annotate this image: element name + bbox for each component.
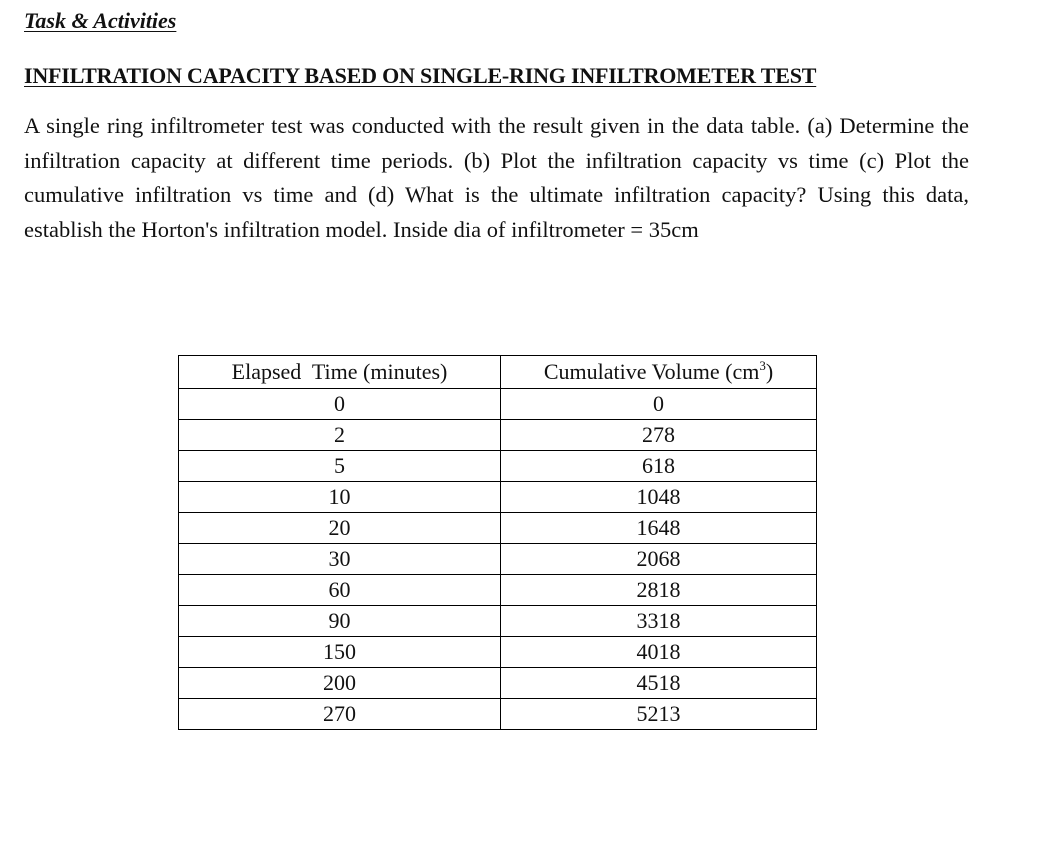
table-row: [179, 482, 817, 513]
section-heading: Task & Activities: [24, 8, 177, 33]
header-volume-close: ): [765, 359, 774, 384]
volume-cell: 3318: [501, 606, 817, 637]
time-cell: 5: [179, 451, 501, 482]
volume-cell: 0: [501, 389, 817, 420]
problem-statement: A single ring infiltrometer test was conducted with the result given in the data table. (a) Determine the infiltration capacity at different time periods. (b) Plot the infiltration capacity vs time (c) Plot the cumulative infiltration vs time and (d) What is the ultimate infiltration capacity? Using this data, establish the Horton's infiltration model. Inside dia of infiltrometer = 35cm: [24, 113, 969, 242]
volume-cell: 4018: [501, 637, 817, 668]
table-row: [179, 699, 817, 730]
table-header-row: [179, 356, 817, 389]
volume-cell: 1648: [501, 513, 817, 544]
header-cumulative-volume: [501, 356, 817, 389]
table-row: [179, 513, 817, 544]
time-cell: 0: [179, 389, 501, 420]
volume-cell: 1048: [501, 482, 817, 513]
table-row: [179, 606, 817, 637]
volume-cell: 618: [501, 451, 817, 482]
table-row: [179, 637, 817, 668]
problem-title: INFILTRATION CAPACITY BASED ON SINGLE-RING INFILTROMETER TEST: [24, 63, 817, 88]
table-row: [179, 389, 817, 420]
header-elapsed-time-label: Elapsed Time (minutes): [231, 359, 448, 384]
volume-cell: 4518: [501, 668, 817, 699]
volume-cell: 5213: [501, 699, 817, 730]
time-cell: 30: [179, 544, 501, 575]
data-table: [178, 355, 817, 730]
time-cell: 90: [179, 606, 501, 637]
time-cell: 2: [179, 420, 501, 451]
time-cell: 200: [179, 668, 501, 699]
volume-cell: 2818: [501, 575, 817, 606]
time-cell: 20: [179, 513, 501, 544]
header-volume-label: Cumulative Volume (cm: [543, 359, 760, 384]
header-elapsed-time: [179, 356, 501, 389]
table-row: [179, 420, 817, 451]
header-volume-exponent: 3: [759, 358, 766, 373]
volume-cell: 278: [501, 420, 817, 451]
time-cell: 60: [179, 575, 501, 606]
time-cell: 270: [179, 699, 501, 730]
time-cell: 150: [179, 637, 501, 668]
table-row: [179, 451, 817, 482]
table-row: [179, 575, 817, 606]
volume-cell: 2068: [501, 544, 817, 575]
table-row: [179, 668, 817, 699]
time-cell: 10: [179, 482, 501, 513]
table-row: [179, 544, 817, 575]
